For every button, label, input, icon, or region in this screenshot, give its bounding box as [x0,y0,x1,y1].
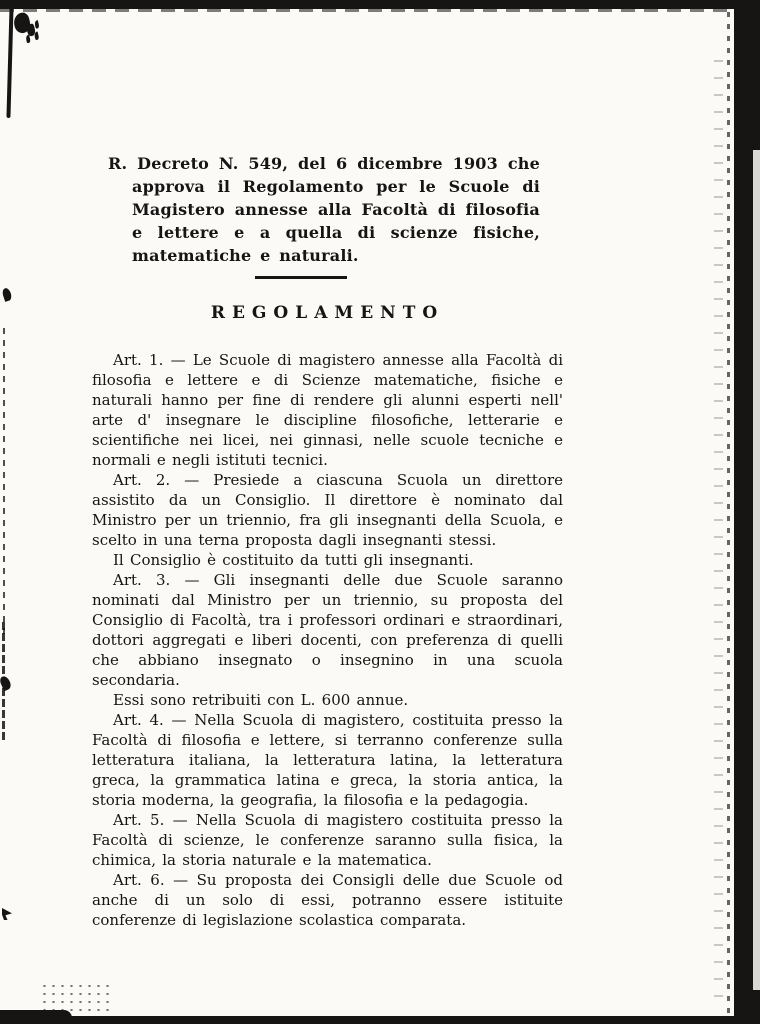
scan-artifact-right-edge-highlight [753,150,760,990]
article-label: Art. 6. [113,871,165,889]
scan-artifact-top-edge-ragged [0,9,760,12]
article-paragraph [92,550,563,570]
scan-artifact-bottom-edge [0,1016,760,1024]
articles-block [92,350,563,930]
ink-mark [2,908,12,920]
section-title: REGOLAMENTO [210,303,445,323]
article-body: Essi sono retribuiti con L. 600 annue. [113,691,409,709]
article-label: Art. 3. [113,571,171,589]
article-paragraph [92,870,563,930]
article-paragraph [92,690,563,710]
article-body: — Su proposta dei Consigli delle due Scuole od anche di un solo di essi, potranno essere istituite conferenze di legislazione scolastica comparata. [92,871,563,929]
article-paragraph [92,470,563,550]
page-content [92,152,563,930]
scan-artifact-left-streak [6,6,13,118]
heading-divider-rule [255,276,347,279]
article-label: Art. 4. [113,711,164,729]
scan-artifact-right-speckle-line [727,0,730,1024]
article-paragraph [92,710,563,810]
article-paragraph [92,570,563,690]
article-label: Art. 2. [113,471,171,489]
article-body: Il Consiglio è costituito da tutti gli insegnanti. [113,551,474,569]
scan-artifact-bottom-left-speckles [40,982,110,1016]
article-paragraph [92,810,563,870]
article-paragraph [92,350,563,470]
scan-artifact-top-edge [0,0,760,9]
article-body: — Le Scuole di magistero annesse alla Facoltà di filosofia e lettere e di Scienze matematiche, fisiche e naturali hanno per fine di rendere gli alunni esperti nell' arte d' insegnare le discipline filosofiche, letterarie e scientifiche nei licei, nei ginnasi, nelle scuole tecniche e normali e negli istituti tecnici. [92,351,563,469]
article-body: — Nella Scuola di magistero, costituita presso la Facoltà di filosofia e lettere, si terranno conferenze sulla letteratura italiana, la letteratura latina, la letteratura greca, la grammatica latina e greca, la storia antica, la storia moderna, la geografia, la filosofia e la pedagogia. [92,711,563,809]
article-body: — Gli insegnanti delle due Scuole saranno nominati dal Ministro per un triennio, su proposta del Consiglio di Facoltà, tra i professori ordinari e straordinari, dottori aggregati e liberi docenti, con preferenza di quelli che abbiano insegnato o insegnino in una scuola secondaria. [92,571,563,689]
article-body: — Presiede a ciascuna Scuola un direttore assistito da un Consiglio. Il direttore è nominato dal Ministro per un triennio, fra gli insegnanti della Scuola, e scelto in una terna proposta dagli insegnanti stessi. [92,471,563,549]
ink-blot [12,11,32,34]
scan-artifact-left-dotted-line [3,328,5,638]
article-body: — Nella Scuola di magistero costituita presso la Facoltà di scienze, le conferenze saranno sulla fisica, la chimica, la storia naturale e la matematica. [92,811,563,869]
article-label: Art. 1. [113,351,164,369]
article-label: Art. 5. [113,811,165,829]
scan-artifact-right-speckles [714,60,723,1010]
ink-mark [1,287,13,302]
decree-heading: R. Decreto N. 549, del 6 dicembre 1903 che approva il Regolamento per le Scuole di Magistero annesse alla Facoltà di filosofia e lettere e a quella di scienze fisiche, matematiche e naturali. [108,154,540,265]
